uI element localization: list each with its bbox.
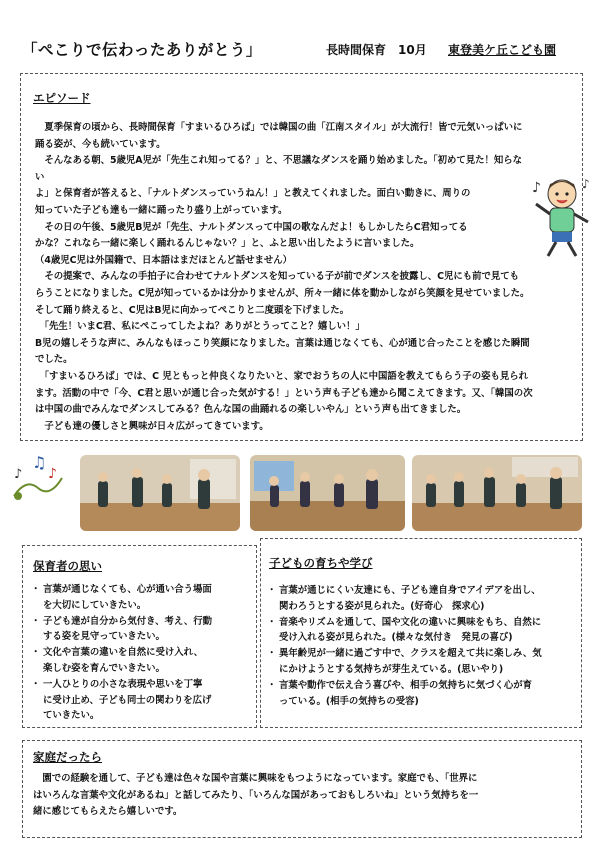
dancing-child-icon xyxy=(528,170,598,260)
school-name: 東登美ケ丘こども園 xyxy=(448,43,557,57)
svg-text:♫: ♫ xyxy=(32,453,47,472)
list-item: ・ 文化や言葉の違いを自然に受け入れ、 楽しむ姿を育んでいきたい。 xyxy=(33,645,253,677)
at-home-text: 園での経験を通して、子ども達は色々な国や言葉に興味をもつようになっています。家庭でも、「世界に はいろんな言葉や文化があるね」と話してみたり、「いろんな国があっておもしろいね」という気持ちを一 緒に感じてもらえたら嬉しいです。 xyxy=(33,773,479,817)
list-item: ・ 一人ひとりの小さな表現や思いを丁寧 に受け止め、子ども同士の関わりを広げ ていきたい。 xyxy=(33,677,253,724)
list-item: ・ 異年齢児が一緒に過ごす中で、クラスを超えて共に楽しみ、気 にかけようとする気持ちが芽生えている。(思いやり) xyxy=(269,646,579,678)
svg-text:♪: ♪ xyxy=(14,467,23,482)
list-item: ・ 言葉が通じなくても、心が通い合う場面 を大切にしていきたい。 xyxy=(33,582,253,614)
episode-body xyxy=(35,120,575,435)
at-home-heading: 家庭だったら xyxy=(33,750,102,764)
at-home-section xyxy=(22,740,582,838)
child-growth-section xyxy=(260,538,582,728)
episode-paragraph: 「先生！いまC君、私にぺこってしたよね？ありがとうってこと？嬉しい！」 B児の嬉しそうな声に、みんなもほっこり笑顔になりました。言葉は通じなくても、心が通じ合ったことを感じた瞬間 でした。 xyxy=(35,321,530,366)
episode-paragraph: その提案で、みんなの手拍子に合わせてナルトダンスを知っている子が前でダンスを披露し、C児にも前で見ても らうことになりました。C児が知っているかは分かりませんが、所々一緒に体を動かしながら笑顔を見せていました。 そして踊り終えると、C児はB児に向かってぺこりと二度頭を下げました。 xyxy=(35,271,530,316)
list-item: ・ 音楽やリズムを通して、国や文化の違いに興味をもち、自然に 受け入れる姿が見られた。(様々な気付き 発見の喜び) xyxy=(269,615,579,647)
teacher-thoughts-list xyxy=(33,582,253,724)
episode-section xyxy=(20,73,583,441)
list-item: ・ 言葉や動作で伝え合う喜びや、相手の気持ちに気づく心が育 っている。(相手の気持ちの受容) xyxy=(269,678,579,710)
children-dancing-photo xyxy=(80,455,240,531)
children-dancing-photo xyxy=(412,455,582,531)
svg-text:♪: ♪ xyxy=(582,177,590,191)
list-item: ・ 言葉が通じにくい友達にも、子ども達自身でアイデアを出し、 関わろうとする姿が見られた。(好奇心 探求心) xyxy=(269,583,579,615)
page-header xyxy=(22,38,582,60)
episode-paragraph: 夏季保育の頃から、長時間保育「すまいるひろば」では韓国の曲「江南スタイル」が大流行！皆で元気いっぱいに 踊る姿が、今も続いています。 xyxy=(35,122,523,150)
episode-paragraph: 「すまいるひろば」では、C 児ともっと仲良くなりたいと、家でおうちの人に中国語を教えてもらう子の姿も見られ ます。活動の中で「今、C君と思いが通じ合った気がする！」という声も子ども達から聞こえてきます。又、「韓国の次 は中国の曲でみんなでダンスしてみる？色んな国の曲踊れるの楽しいやん」という声も出てきました。 子ども達の優しさと興味が日々広がってきています。 xyxy=(35,370,533,432)
page-title: 「ぺこりで伝わったありがとう」 xyxy=(22,41,262,59)
child-growth-list xyxy=(269,583,579,709)
svg-text:♪: ♪ xyxy=(532,180,541,196)
list-item: ・ 子ども達が自分から気付き、考え、行動 する姿を見守っていきたい。 xyxy=(33,614,253,646)
episode-paragraph: そんなある朝、5歳児A児が「先生これ知ってる？」と、不思議なダンスを踊り始めました。「初めて見た！知らない よ」と保育者が答えると、「ナルトダンスっていうねん！」と教えてくれました。面白い動きに、周りの 知っていた子ども達も一緒に踊ったり盛り上がっています。 xyxy=(35,155,523,216)
episode-paragraph: その日の午後、5歳児B児が「先生、ナルトダンスって中国の歌なんだよ！もしかしたらC君知ってる かな？これなら一緒に楽しく踊れるんじゃない？」と、ふと思い出したように言いました。 （4歳児C児は外国籍で、日本語はまだほとんど話せません） xyxy=(35,221,468,266)
program-label: 長時間保育 10月 xyxy=(326,43,427,57)
episode-heading: エピソード xyxy=(33,91,91,105)
teacher-thoughts-heading: 保育者の思い xyxy=(33,559,102,573)
child-growth-heading: 子どもの育ちや学び xyxy=(269,556,373,570)
teacher-thoughts-section xyxy=(22,545,257,728)
svg-text:♪: ♪ xyxy=(48,466,57,482)
music-notes-icon xyxy=(8,448,68,508)
children-dancing-photo xyxy=(250,455,405,531)
